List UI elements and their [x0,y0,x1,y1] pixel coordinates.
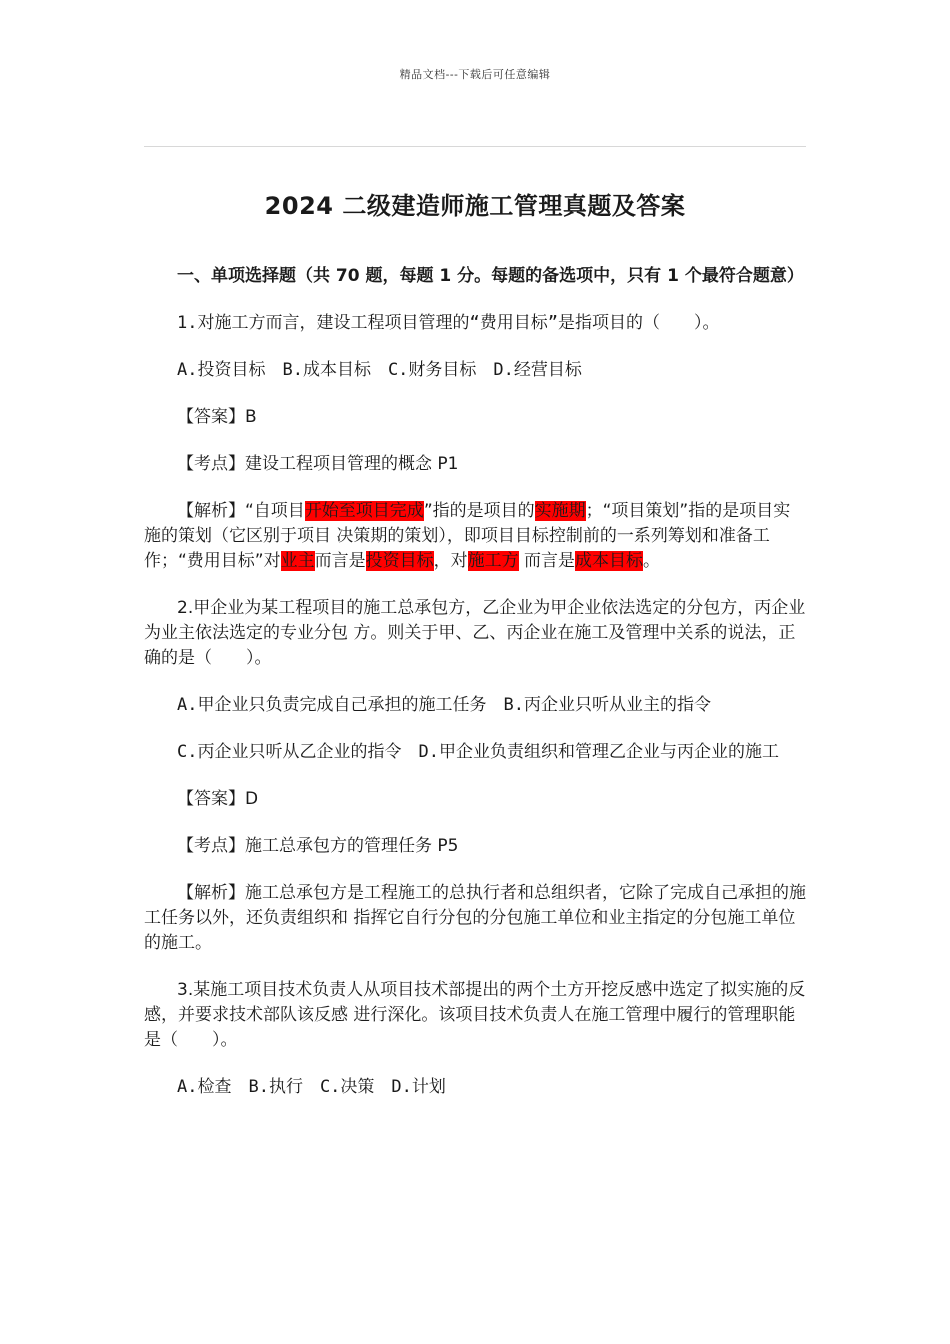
analysis-text: ”指的是项目的 [423,501,535,521]
q2-analysis: 【解析】施工总承包方是工程施工的总执行者和总组织者，它除了完成自己承担的施工任务以外，还负责组织和 指挥它自行分包的分包施工单位和业主指定的分包施工单位的施工。 [144,883,806,953]
analysis-text: 。 [643,551,661,571]
analysis-text: 而言是 [518,551,576,571]
q1-options: A.投资目标 B.成本目标 C.财务目标 D.经营目标 [177,360,582,380]
analysis-text: ，对 [433,551,468,571]
q1-analysis [144,499,806,574]
header-divider [144,146,806,147]
q2-options-cd: C.丙企业只听从乙企业的指令 D.甲企业负责组织和管理乙企业与丙企业的施工 [177,742,779,762]
q3-options: A.检查 B.执行 C.决策 D.计划 [177,1077,446,1097]
q2-options-ab: A.甲企业只负责完成自己承担的施工任务 B.丙企业只听从业主的指令 [177,695,711,715]
analysis-text: 而言是 [314,551,366,571]
page-header: 精品文档---下载后可任意编辑 [399,68,551,81]
highlighted-term: 施工方 [467,551,519,571]
q2-point: 【考点】施工总承包方的管理任务 P5 [177,836,459,856]
document-body [144,264,806,1122]
q1-answer: 【答案】B [177,407,257,427]
highlighted-term: 开始至项目完成 [304,501,424,521]
analysis-text: 【解析】“自项目 [177,501,305,521]
analysis-text: ；“项目策划”指的是项目实施的策划（它区别于项目 决策期的策划），即项目目标控制前的一系列筹划和准备工作；“费用目标”对 [144,501,791,571]
document-title: 2024 二级建造师施工管理真题及答案 [264,192,686,220]
highlighted-term: 投资目标 [365,551,434,571]
q2-answer: 【答案】D [177,789,259,809]
q1-stem: 1.对施工方而言，建设工程项目管理的“费用目标”是指项目的（ ）。 [177,313,720,333]
q2-stem: 2.甲企业为某工程项目的施工总承包方，乙企业为甲企业依法选定的分包方，丙企业为业主依法选定的专业分包 方。则关于甲、乙、丙企业在施工及管理中关系的说法，正确的是（ ）。 [144,598,806,668]
q3-stem: 3.某施工项目技术负责人从项目技术部提出的两个土方开挖反感中选定了拟实施的反感，并要求技术部队该反感 进行深化。该项目技术负责人在施工管理中履行的管理职能是（ ）。 [144,980,806,1050]
section-heading: 一、单项选择题（共 70 题，每题 1 分。每题的备选项中，只有 1 个最符合题意） [177,266,804,286]
q1-point: 【考点】建设工程项目管理的概念 P1 [177,454,459,474]
highlighted-term: 成本目标 [575,551,644,571]
highlighted-term: 实施期 [534,501,586,521]
highlighted-term: 业主 [280,551,315,571]
